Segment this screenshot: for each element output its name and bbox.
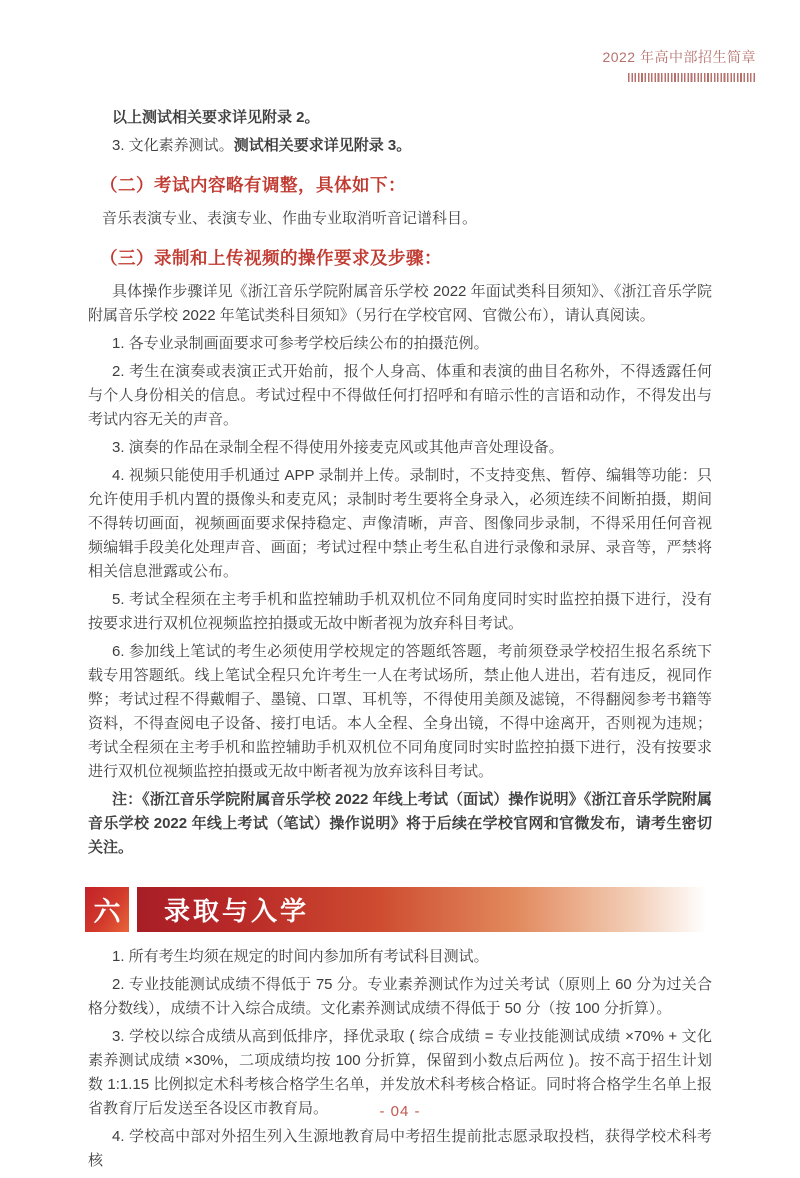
paragraph-item-3	[88, 134, 712, 158]
paragraph-appendix-2: 以上测试相关要求详见附录 2。	[112, 109, 320, 126]
paragraph-admission-4: 4. 学校高中部对外招生列入生源地教育局中考招生提前批志愿录取投档，获得学校术科考核	[88, 1128, 712, 1169]
item3-bold-text: 测试相关要求详见附录 3。	[233, 137, 412, 154]
paragraph-recording-intro: 具体操作步骤详见《浙江音乐学院附属音乐学校 2022 年面试类科目须知》、《浙江音乐学院附属音乐学校 2022 年笔试类科目须知》（另行在学校官网、官微公布），请认真阅读。	[88, 283, 712, 324]
content-area	[88, 102, 712, 1177]
section-six-banner	[85, 887, 712, 932]
section-number-box	[85, 887, 129, 932]
paragraph-step-4: 4. 视频只能使用手机通过 APP 录制并上传。录制时，不支持变焦、暂停、编辑等功能：只允许使用手机内置的摄像头和麦克风；录制时考生要将全身录入，必须连续不间断拍摄，期间不得转切画面，视频画面要求保持稳定、声像清晰，声音、图像同步录制，不得采用任何音视频编辑手段美化处理声音、画面；考试过程中禁止考生私自进行录像和录屏、录音等，严禁将相关信息泄露或公布。	[88, 467, 712, 580]
paragraph-step-3: 3. 演奏的作品在录制全程不得使用外接麦克风或其他声音处理设备。	[112, 439, 564, 456]
paragraph-admission-1: 1. 所有考生均须在规定的时间内参加所有考试科目测试。	[112, 948, 489, 965]
section-heading-three: （三）录制和上传视频的操作要求及步骤：	[100, 248, 442, 268]
page-number: - 04 -	[379, 1103, 421, 1120]
section-title-bar	[137, 887, 712, 932]
paragraph-step-2: 2. 考生在演奏或表演正式开始前，报个人身高、体重和表演的曲目名称外，不得透露任何与个人身份相关的信息。考试过程中不得做任何打招呼和有暗示性的言语和动作，不得发出与考试内容无关的声音。	[88, 363, 712, 428]
page-footer	[0, 1103, 800, 1120]
section-title: 录取与入学	[164, 896, 310, 926]
section-heading-two: （二）考试内容略有调整，具体如下：	[100, 175, 406, 195]
paragraph-step-1: 1. 各专业录制画面要求可参考学校后续公布的拍摄范例。	[112, 335, 489, 352]
paragraph-step-5: 5. 考试全程须在主考手机和监控辅助手机双机位不同角度同时实时监控拍摄下进行，没有按要求进行双机位视频监控拍摄或无故中断者视为放弃科目考试。	[88, 591, 712, 632]
paragraph-admission-3: 3. 学校以综合成绩从高到低排序，择优录取 ( 综合成绩 = 专业技能测试成绩 ×70% + 文化素养测试成绩 ×30%，二项成绩均按 100 分折算，保留到小数点后两位 )。按不高于招生计划数 1:1.15 比例拟定术科考核合格学生名单，并发放术科考核合格证。同时将合格学生名单上报省教育厅后发送至各设区市教育局。	[88, 1028, 712, 1117]
item3-normal-text: 3. 文化素养测试。	[112, 137, 234, 154]
header-title: 2022 年高中部招生简章	[602, 49, 756, 65]
barcode-decoration-icon	[628, 73, 756, 82]
paragraph-note: 注：《浙江音乐学院附属音乐学校 2022 年线上考试（面试）操作说明》《浙江音乐学院附属音乐学校 2022 年线上考试（笔试）操作说明》将于后续在学校官网和官微发布，请考生密切关注。	[88, 791, 712, 856]
paragraph-step-6: 6. 参加线上笔试的考生必须使用学校规定的答题纸答题，考前须登录学校招生报名系统下载专用答题纸。线上笔试全程只允许考生一人在考试场所，禁止他人进出，若有违反，视同作弊；考试过程不得戴帽子、墨镜、口罩、耳机等，不得使用美颜及滤镜，不得翻阅参考书籍等资料，不得查阅电子设备、接打电话。本人全程、全身出镜，不得中途离开，否则视为违规；考试全程须在主考手机和监控辅助手机双机位不同角度同时实时监控拍摄下进行，没有按要求进行双机位视频监控拍摄或无故中断者视为放弃该科目考试。	[88, 643, 712, 780]
section-number: 六	[93, 897, 121, 927]
paragraph-admission-2: 2. 专业技能测试成绩不得低于 75 分。专业素养测试作为过关考试（原则上 60 分为过关合格分数线），成绩不计入综合成绩。文化素养测试成绩不得低于 50 分（按 100 分折算）。	[88, 976, 712, 1017]
paragraph-exam-adjustment: 音乐表演专业、表演专业、作曲专业取消听音记谱科目。	[102, 210, 478, 227]
page-header	[602, 48, 756, 82]
